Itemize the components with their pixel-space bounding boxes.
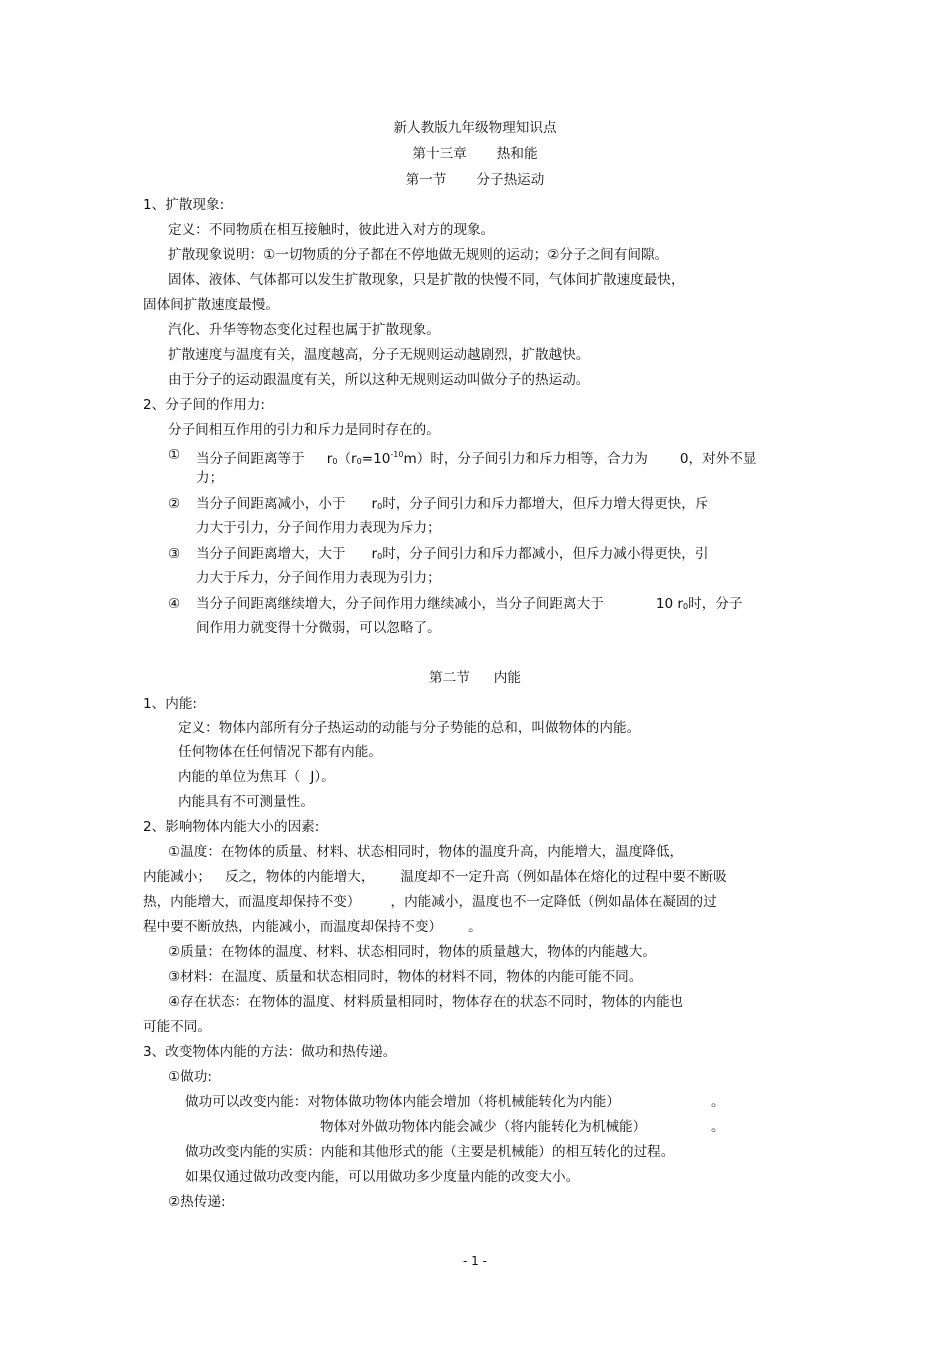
section1-heading <box>0 171 950 189</box>
section2-name: 内能 <box>493 670 521 686</box>
chapter-number: 第十三章 <box>412 146 467 162</box>
molecular-force-heading: 2、分子间的作用力: <box>143 397 265 413</box>
factor-temperature-cont-2: 热，内能增大，而温度却保持不变） ，内能减小，温度也不一定降低（例如晶体在凝固的过 <box>143 894 717 910</box>
work-increase: 做功可以改变内能：对物体做功物体内能会增加（将机械能转化为内能） <box>185 1094 620 1110</box>
force-item-2-cont: 力大于引力，分子间作用力表现为斥力； <box>196 520 441 536</box>
section2-heading <box>0 669 950 687</box>
diffusion-heading: 1、扩散现象: <box>143 197 225 213</box>
factor-state: ④存在状态：在物体的温度、材料质量相同时，物体存在的状态不同时，物体的内能也 <box>168 994 684 1010</box>
diffusion-states-cont: 固体间扩散速度最慢。 <box>143 297 279 313</box>
force-item-3: 当分子间距离增大，大于 $r_0$时，分子间引力和斥力都减小，但斥力减小得更快，引 <box>196 546 709 562</box>
section2-number: 第二节 <box>429 670 470 686</box>
factor-temperature-cont-1: 内能减小； 反之，物体的内能增大， 温度却不一定升高（例如晶体在熔化的过程中要不断吸 <box>143 869 727 885</box>
force-item-1: 当分子间距离等于 $r_0(r_0=10^{-10}m)$时，分子间引力和斥力相等，合力为 0，对外不显 <box>196 450 757 467</box>
factor-temperature-cont-3: 程中要不断放热，内能减小，而温度却保持不变） 。 <box>143 919 482 935</box>
diffusion-states: 固体、液体、气体都可以发生扩散现象，只是扩散的快慢不同，气体间扩散速度最快， <box>168 272 685 288</box>
force-item-3-marker: ③ <box>168 546 181 562</box>
force-item-2: 当分子间距离减小，小于 $r_0$时，分子间引力和斥力都增大，但斥力增大得更快，斥 <box>196 496 709 512</box>
factor-material: ③材料：在温度、质量和状态相同时，物体的材料不同，物体的内能可能不同。 <box>168 969 643 985</box>
chapter-heading <box>0 145 950 163</box>
factors-heading: 2、影响物体内能大小的因素: <box>143 819 320 835</box>
internal-energy-unit: 内能的单位为焦耳（ J）。 <box>178 769 335 785</box>
methods-heading: 3、改变物体内能的方法：做功和热传递。 <box>143 1044 397 1060</box>
internal-energy-heading: 1、内能: <box>143 696 198 712</box>
internal-energy-unmeasurable: 内能具有不可测量性。 <box>178 794 314 810</box>
molecular-force-intro: 分子间相互作用的引力和斥力是同时存在的。 <box>168 422 440 438</box>
force-item-1-marker: ① <box>168 447 181 463</box>
factor-temperature: ①温度：在物体的质量、材料、状态相同时，物体的温度升高，内能增大，温度降低， <box>168 844 684 860</box>
force-item-2-marker: ② <box>168 496 181 512</box>
internal-energy-definition: 定义：物体内部所有分子热运动的动能与分子势能的总和，叫做物体的内能。 <box>178 720 641 736</box>
force-item-4-marker: ④ <box>168 596 181 612</box>
force-item-3-cont: 力大于斥力，分子间作用力表现为引力； <box>196 570 441 586</box>
section1-number: 第一节 <box>405 172 447 188</box>
thermal-motion: 由于分子的运动跟温度有关，所以这种无规则运动叫做分子的热运动。 <box>168 372 590 388</box>
work-decrease-period: 。 <box>711 1119 725 1135</box>
document-title: 新人教版九年级物理知识点 <box>393 120 557 136</box>
work-decrease: 物体对外做功物体内能会减少（将内能转化为机械能） <box>320 1119 647 1135</box>
diffusion-vaporization: 汽化、升华等物态变化过程也属于扩散现象。 <box>168 322 440 338</box>
factor-mass: ②质量：在物体的温度、材料、状态相同时，物体的质量越大，物体的内能越大。 <box>168 944 656 960</box>
heat-transfer-heading: ②热传递: <box>168 1194 226 1210</box>
force-item-4: 当分子间距离继续增大，分子间作用力继续减小，当分子间距离大于 10 $r_0$时，分子 <box>196 596 743 612</box>
page-number: - 1 - <box>463 1254 487 1268</box>
diffusion-temperature: 扩散速度与温度有关，温度越高，分子无规则运动越剧烈，扩散越快。 <box>168 347 590 363</box>
work-heading: ①做功: <box>168 1069 212 1085</box>
factor-state-cont: 可能不同。 <box>143 1019 211 1035</box>
work-measure: 如果仅通过做功改变内能，可以用做功多少度量内能的改变大小。 <box>185 1169 580 1185</box>
internal-energy-always: 任何物体在任何情况下都有内能。 <box>178 744 382 760</box>
force-item-1-cont: 力； <box>196 470 224 486</box>
diffusion-definition: 定义：不同物质在相互接触时，彼此进入对方的现象。 <box>168 222 495 238</box>
work-essence: 做功改变内能的实质：内能和其他形式的能（主要是机械能）的相互转化的过程。 <box>185 1144 675 1160</box>
work-increase-period: 。 <box>711 1094 725 1110</box>
diffusion-explanation: 扩散现象说明：①一切物质的分子都在不停地做无规则的运动；②分子之间有间隙。 <box>168 247 669 263</box>
section1-name: 分子热运动 <box>476 172 545 188</box>
chapter-name: 热和能 <box>496 146 538 162</box>
force-item-4-cont: 间作用力就变得十分微弱，可以忽略了。 <box>196 620 441 636</box>
